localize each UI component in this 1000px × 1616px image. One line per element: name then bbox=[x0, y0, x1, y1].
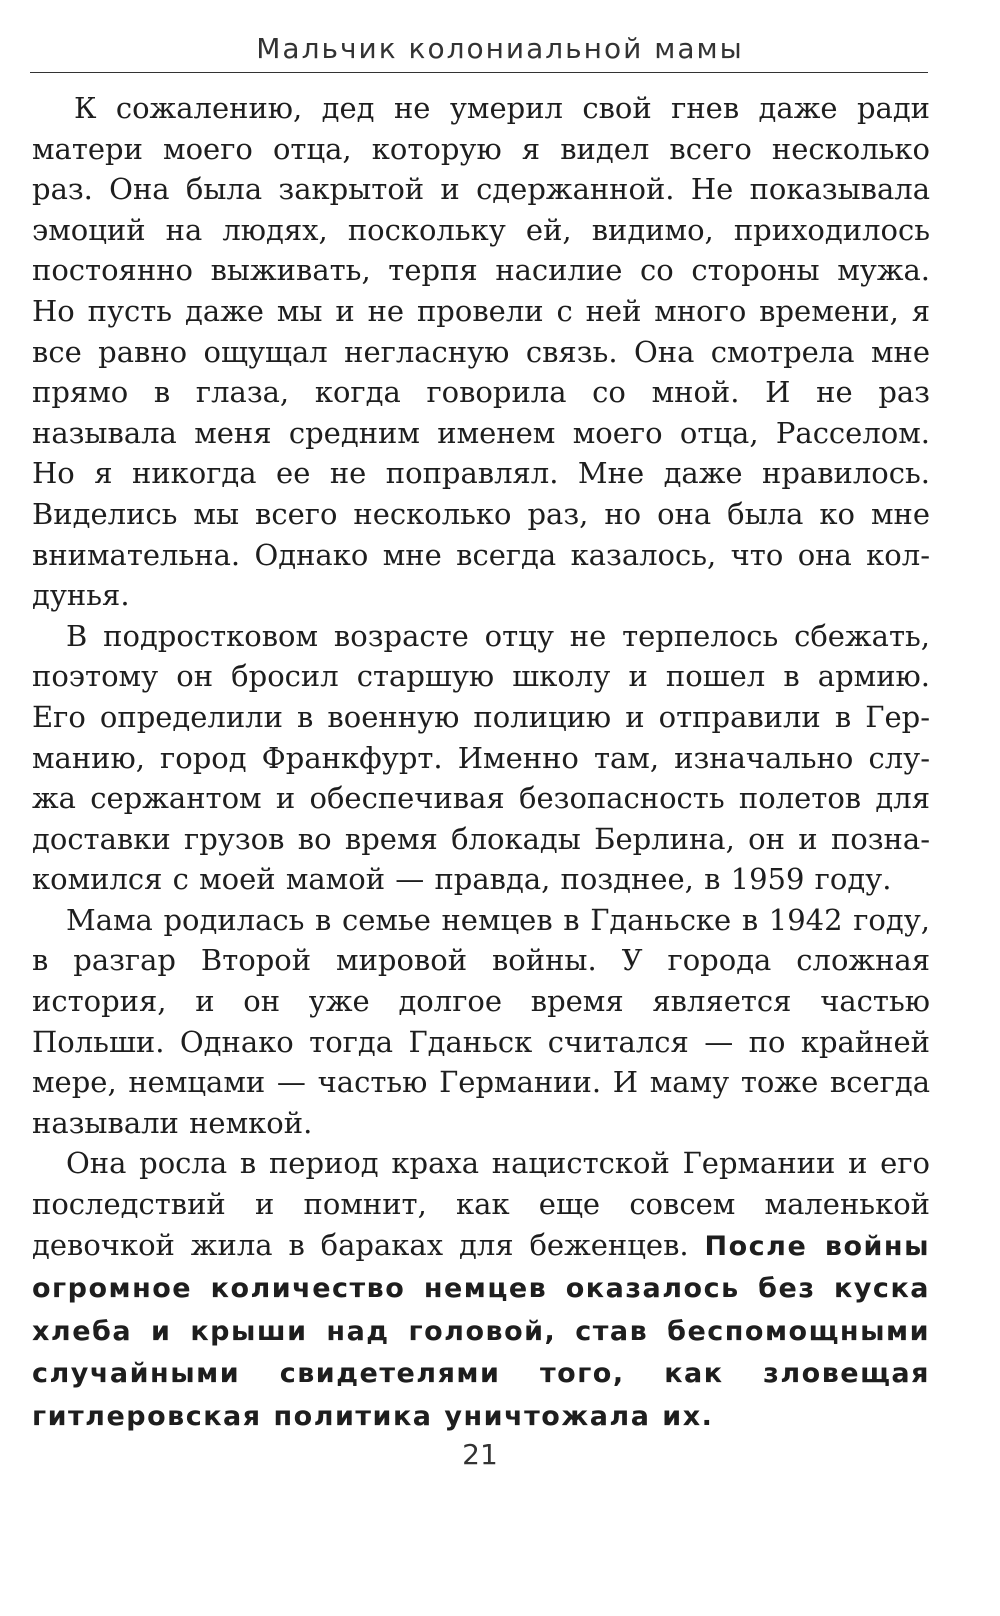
header-rule bbox=[30, 72, 928, 73]
page-body bbox=[32, 88, 930, 1438]
paragraph-4 bbox=[32, 1143, 930, 1437]
paragraph-4-text: Она росла в период краха нацистской Германии и его последствий и помнит, как еще совсем маленькой девочкой жила в бараках для беженцев. bbox=[32, 1146, 930, 1262]
paragraph-1-text: К сожалению, дед не умерил свой гнев даже ради матери моего отца, которую я видел всего несколько раз. Она была закрытой и сдержанной. Не показывала эмоций на людях, поскольку ей, видимо, приходилось постоянно выживать, терпя насилие со стороны мужа. Но пусть даже мы и не провели с ней много времени, я все равно ощущал негласную связь. Она смотрела мне прямо в глаза, когда говорила со мной. И не раз называла меня средним именем моего отца, Расселом. Но я никогда ее не поправлял. Мне даже нравилось. Виделись мы всего несколько раз, но она была ко мне внимательна. Однако мне всегда казалось, что она колдунья. bbox=[32, 91, 930, 613]
paragraph-4-bold-text: После войны огромное количество немцев оказалось без куска хлеба и крыши над головой, став беспомощными случайными свидетелями того, как зловещая гитлеровская политика уничтожала их. bbox=[32, 1230, 930, 1432]
paragraph-3-text: Мама родилась в семье немцев в Гданьске в 1942 году, в разгар Второй мировой войны. У города сложная история, и он уже долгое время является частью Польши. Однако тогда Гданьск считался — по крайней мере, немцами — частью Германии. И маму тоже всегда называли немкой. bbox=[32, 902, 930, 1140]
paragraph-2 bbox=[32, 616, 930, 900]
paragraph-2-text: В подростковом возрасте отцу не терпелось сбежать, поэтому он бросил старшую школу и пошел в армию. Его определили в военную полицию и отправили в Германию, город Франкфурт. Именно там, изначально служа сержантом и обеспечивая безопасность полетов для доставки грузов во время блокады Берлина, он и познакомился с моей мамой — правда, позднее, в 1959 году. bbox=[32, 618, 930, 897]
paragraph-1 bbox=[32, 88, 930, 616]
running-title: Мальчик колониальной мамы bbox=[256, 32, 744, 65]
page-number: 21 bbox=[462, 1438, 498, 1471]
paragraph-3 bbox=[32, 900, 930, 1144]
